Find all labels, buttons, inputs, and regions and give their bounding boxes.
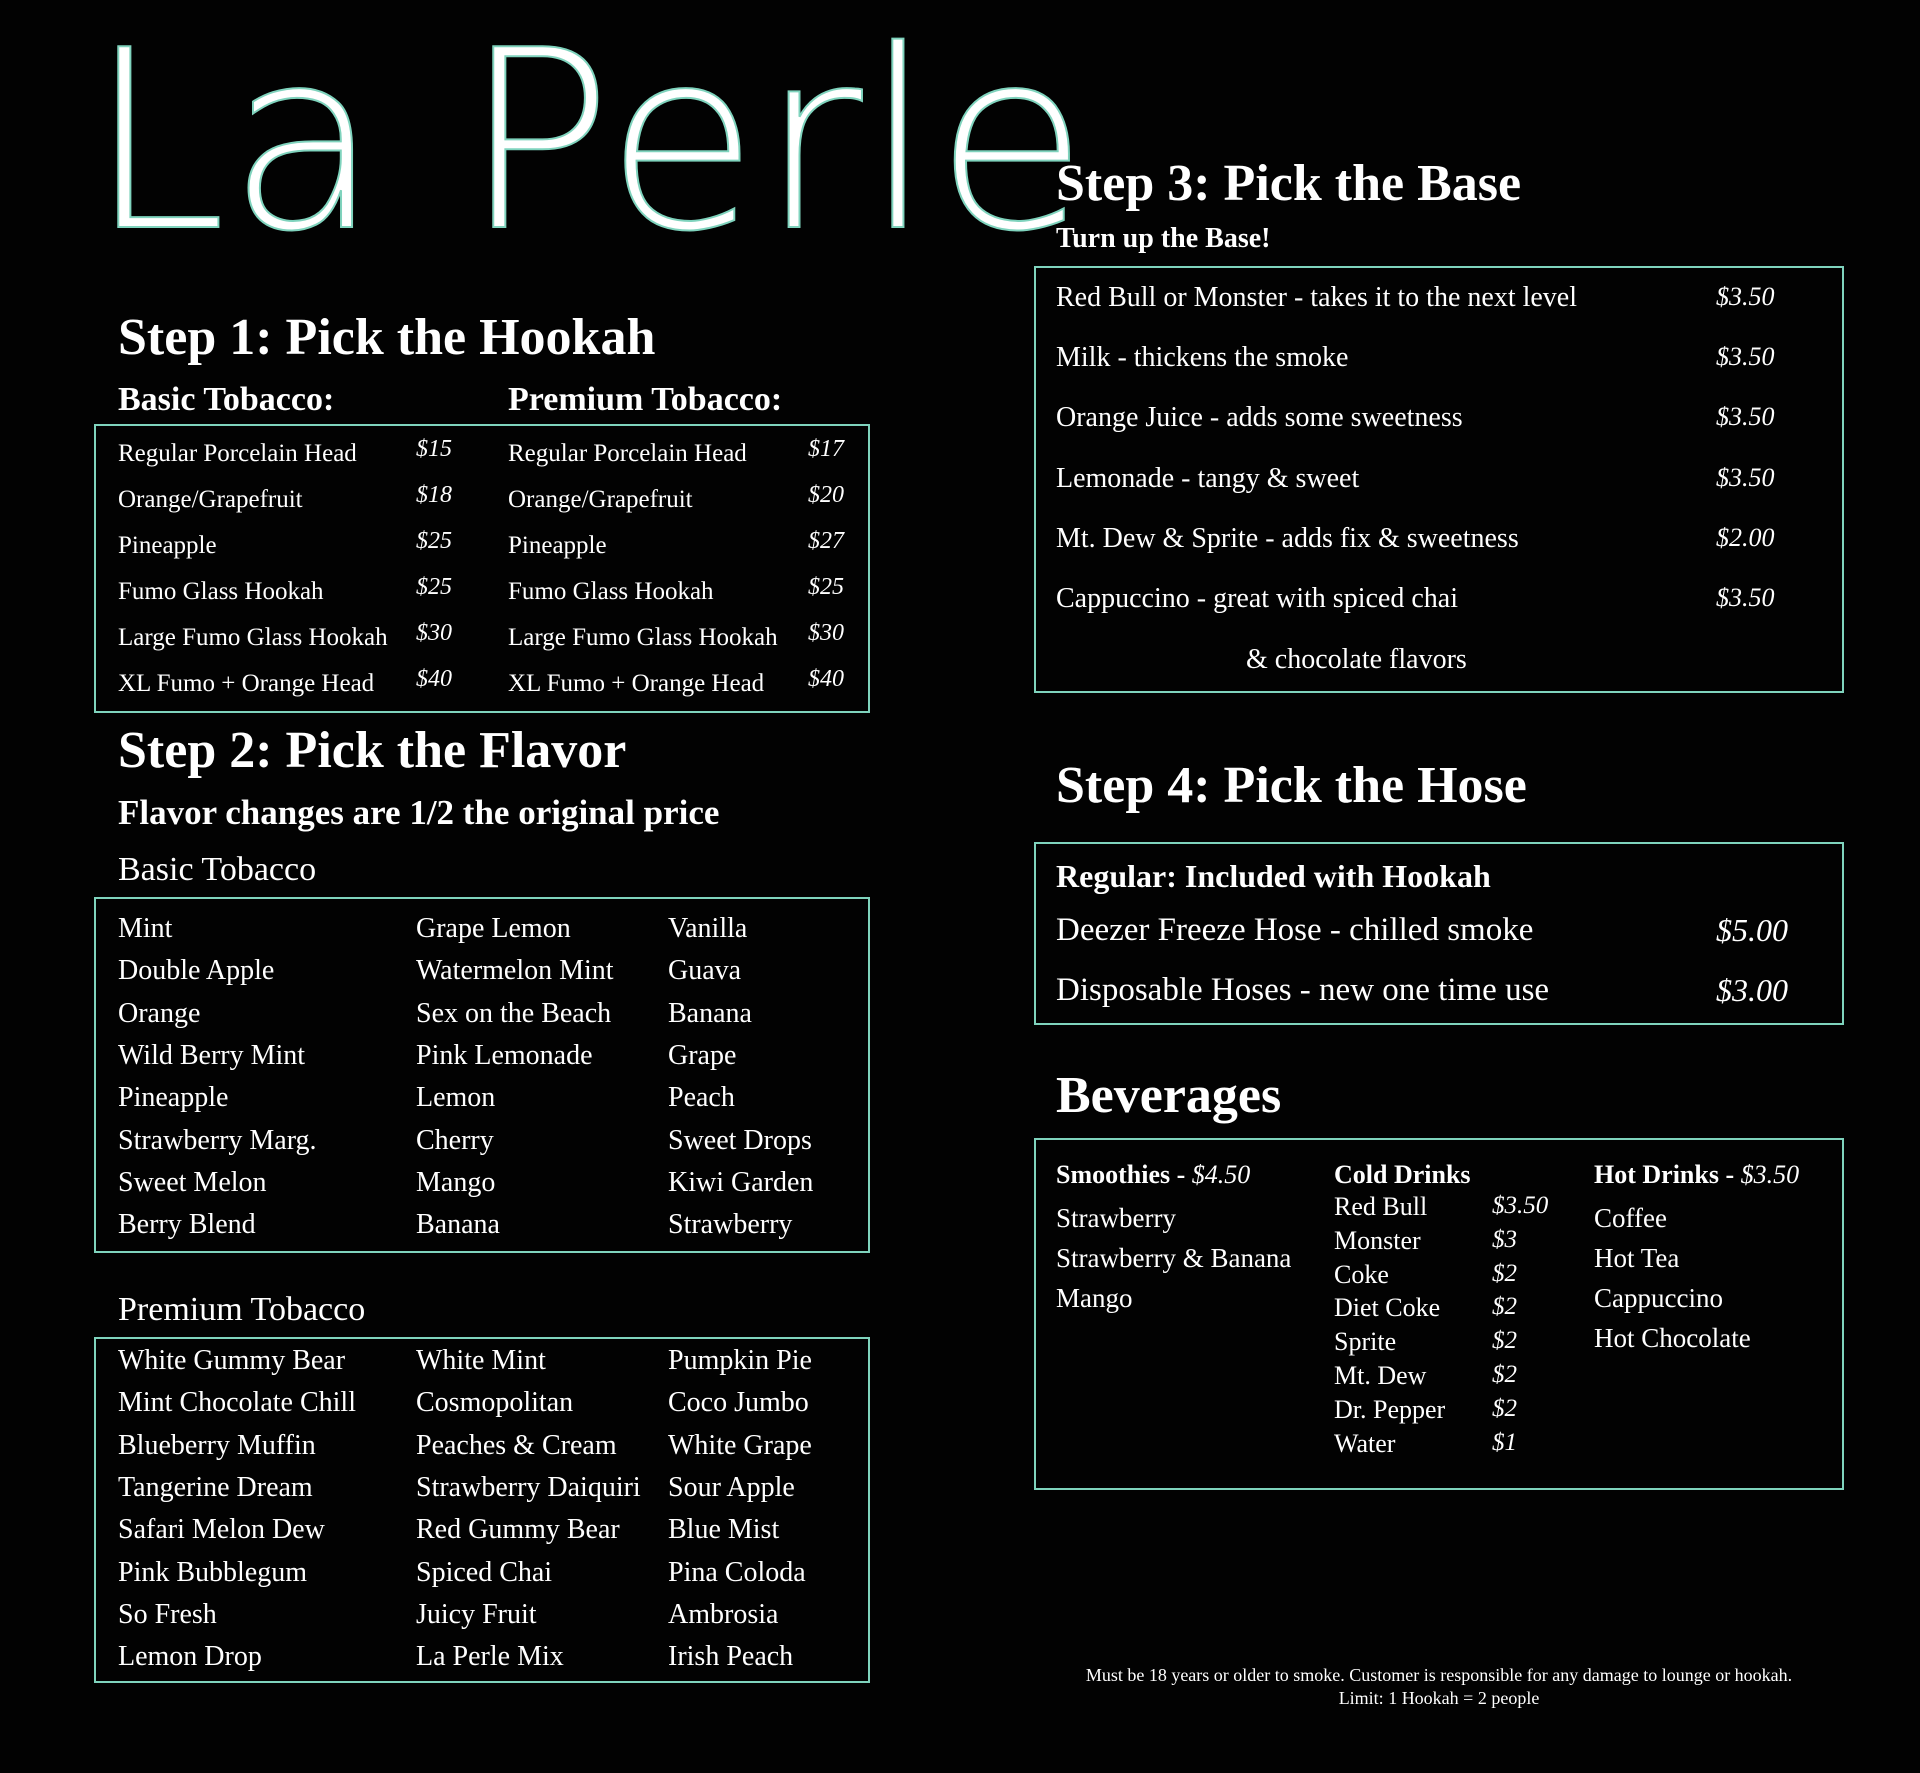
smoothies-list (1056, 1198, 1291, 1318)
cold-drink-price: $2 (1492, 1327, 1517, 1355)
flavor-premium-item: Red Gummy Bear (416, 1514, 620, 1546)
flavor-premium-item: Mint Chocolate Chill (118, 1387, 356, 1419)
smoothies-label: Smoothies - (1056, 1160, 1186, 1189)
flavor-basic-item: Wild Berry Mint (118, 1039, 306, 1071)
base-item-price: $3.50 (1716, 583, 1775, 612)
step1-basic-item-name: Fumo Glass Hookah (118, 578, 324, 605)
flavor-basic-item: Mint (118, 913, 173, 944)
hot-drink-item: Coffee (1594, 1203, 1667, 1233)
step1-premium-item-price: $25 (808, 574, 844, 600)
flavor-basic-item: Mango (416, 1166, 496, 1198)
flavor-premium-item: Sour Apple (668, 1471, 795, 1503)
step1-premium-label: Premium Tobacco: (508, 381, 783, 418)
flavor-basic-item: Guava (668, 955, 742, 987)
hose-item-name: Deezer Freeze Hose - chilled smoke (1056, 912, 1534, 948)
step1-basic-item-price: $40 (416, 666, 452, 692)
cold-drink-price: $2 (1492, 1293, 1517, 1321)
flavor-basic-item: Berry Blend (118, 1209, 256, 1241)
flavor-premium-item: Peaches & Cream (416, 1429, 617, 1461)
hot-drinks-list (1594, 1198, 1751, 1358)
step4-title: Step 4: Pick the Hose (1056, 757, 1527, 814)
base-item-name: Orange Juice - adds some sweetness (1056, 402, 1463, 434)
flavor-premium-item: La Perle Mix (416, 1641, 564, 1673)
flavor-premium-item: White Grape (668, 1429, 812, 1461)
flavor-premium-item: Safari Melon Dew (118, 1514, 325, 1546)
hose-item-name: Disposable Hoses - new one time use (1056, 972, 1550, 1008)
flavor-basic-item: Pineapple (118, 1082, 229, 1114)
step1-premium-item-price: $40 (808, 666, 844, 692)
flavor-basic-item: Banana (668, 997, 752, 1029)
flavor-basic-item: Double Apple (118, 955, 275, 987)
base-item-name: Lemonade - tangy & sweet (1056, 462, 1360, 494)
beverages-title: Beverages (1056, 1067, 1282, 1124)
flavor-basic-item: Cherry (416, 1124, 494, 1156)
flavor-basic-item: Strawberry Marg. (118, 1124, 317, 1156)
flavor-premium-item: Strawberry Daiquiri (416, 1471, 641, 1503)
cold-drinks-label: Cold Drinks (1334, 1160, 1471, 1189)
flavor-premium-item: Ambrosia (668, 1598, 779, 1630)
cold-drink-name: Red Bull (1334, 1192, 1428, 1221)
smoothie-item: Strawberry & Banana (1056, 1243, 1292, 1273)
hot-drinks-header (1594, 1160, 1799, 1190)
step3-title: Step 3: Pick the Base (1056, 155, 1522, 212)
step3-continuation: & chocolate flavors (1246, 644, 1467, 675)
flavor-basic-item: Orange (118, 997, 201, 1029)
step1-basic-item-name: Regular Porcelain Head (118, 440, 357, 467)
flavor-basic-item: Banana (416, 1209, 500, 1241)
cold-drink-name: Diet Coke (1334, 1293, 1441, 1323)
cold-drink-price: $2 (1492, 1361, 1517, 1388)
hose-item-price: $5.00 (1716, 912, 1788, 948)
flavor-premium-item: Spiced Chai (416, 1556, 553, 1588)
flavor-premium-item: Blueberry Muffin (118, 1429, 316, 1461)
flavor-basic-item: Kiwi Garden (668, 1166, 814, 1198)
smoothies-price: $4.50 (1191, 1160, 1251, 1189)
flavor-basic-item: Watermelon Mint (416, 955, 614, 987)
base-item-name: Mt. Dew & Sprite - adds fix & sweetness (1056, 522, 1519, 554)
hose-item-price: $3.00 (1716, 972, 1788, 1008)
step2-basic-box (94, 897, 870, 1253)
flavor-premium-item: Pink Bubblegum (118, 1556, 308, 1588)
cold-drink-name: Sprite (1334, 1327, 1397, 1357)
smoothie-item: Strawberry (1056, 1203, 1176, 1233)
step1-basic-item-name: XL Fumo + Orange Head (118, 670, 375, 697)
flavor-premium-item: Lemon Drop (118, 1641, 262, 1673)
step1-premium-item-name: Pineapple (508, 532, 607, 559)
flavor-premium-item: So Fresh (118, 1598, 217, 1630)
cold-drink-price: $2 (1492, 1259, 1517, 1287)
step1-premium-item-name: Regular Porcelain Head (508, 440, 747, 467)
footer-disclaimer (1034, 1664, 1844, 1711)
base-item-name: Cappuccino - great with spiced chai (1056, 583, 1458, 614)
flavor-premium-item: Pumpkin Pie (668, 1345, 812, 1376)
step3-box (1034, 266, 1844, 693)
cold-drink-price: $1 (1492, 1428, 1517, 1456)
flavor-premium-item: Blue Mist (668, 1514, 780, 1546)
flavor-basic-item: Sex on the Beach (416, 997, 612, 1029)
cold-drink-price: $3 (1492, 1225, 1517, 1253)
step1-basic-item-name: Pineapple (118, 532, 217, 559)
flavor-basic-item: Grape (668, 1039, 737, 1071)
step2-title: Step 2: Pick the Flavor (118, 722, 627, 779)
flavor-premium-item: White Gummy Bear (118, 1345, 346, 1376)
step1-premium-item-name: Orange/Grapefruit (508, 486, 693, 513)
flavor-basic-item: Sweet Melon (118, 1166, 267, 1198)
step1-premium-item-name: XL Fumo + Orange Head (508, 670, 765, 697)
base-item-name: Milk - thickens the smoke (1056, 342, 1349, 374)
step1-basic-item-price: $30 (416, 620, 452, 646)
hot-drinks-price: $3.50 (1740, 1160, 1800, 1189)
step1-premium-item-price: $17 (808, 436, 844, 462)
step4-regular: Regular: Included with Hookah (1056, 858, 1491, 894)
flavor-basic-item: Pink Lemonade (416, 1039, 593, 1071)
flavor-premium-item: Juicy Fruit (416, 1598, 537, 1630)
flavor-premium-item: Coco Jumbo (668, 1387, 809, 1419)
cold-drink-name: Dr. Pepper (1334, 1394, 1446, 1424)
base-item-name: Red Bull or Monster - takes it to the next level (1056, 282, 1578, 313)
hot-drink-item: Hot Chocolate (1594, 1323, 1751, 1353)
flavor-premium-item: Cosmopolitan (416, 1387, 574, 1419)
step1-price-box (94, 424, 870, 713)
flavor-basic-item: Strawberry (668, 1209, 793, 1241)
step1-title: Step 1: Pick the Hookah (118, 309, 656, 366)
cold-drink-name: Mt. Dew (1334, 1361, 1427, 1390)
base-item-price: $3.50 (1716, 282, 1775, 311)
step1-premium-item-price: $30 (808, 620, 844, 646)
step1-basic-item-price: $15 (416, 436, 452, 462)
flavor-premium-item: White Mint (416, 1345, 546, 1376)
step1-premium-item-price: $27 (808, 528, 844, 554)
smoothie-item: Mango (1056, 1283, 1133, 1313)
step1-basic-item-price: $25 (416, 528, 452, 554)
flavor-basic-item: Grape Lemon (416, 913, 571, 944)
hot-drinks-label: Hot Drinks - (1594, 1160, 1735, 1189)
step1-basic-item-name: Large Fumo Glass Hookah (118, 624, 388, 651)
cold-drink-name: Coke (1334, 1259, 1389, 1289)
flavor-basic-item: Sweet Drops (668, 1124, 812, 1156)
step1-basic-label: Basic Tobacco: (118, 381, 335, 418)
smoothies-header (1056, 1160, 1250, 1190)
cold-drink-price: $2 (1492, 1394, 1517, 1422)
flavor-premium-item: Irish Peach (668, 1641, 794, 1673)
step2-premium-label: Premium Tobacco (118, 1291, 366, 1328)
step1-premium-item-price: $20 (808, 482, 844, 508)
flavor-premium-item: Pina Coloda (668, 1556, 806, 1588)
step2-basic-label: Basic Tobacco (118, 851, 317, 888)
hot-drink-item: Cappuccino (1594, 1283, 1723, 1313)
step1-basic-item-price: $18 (416, 482, 452, 508)
step1-premium-item-name: Large Fumo Glass Hookah (508, 624, 778, 651)
base-item-price: $3.50 (1716, 402, 1775, 432)
step1-basic-item-price: $25 (416, 574, 452, 600)
base-item-price: $3.50 (1716, 462, 1775, 492)
step2-subtitle: Flavor changes are 1/2 the original price (118, 793, 720, 832)
step4-box (1034, 842, 1844, 1025)
cold-drink-name: Monster (1334, 1225, 1421, 1255)
beverages-box (1034, 1138, 1844, 1490)
step1-basic-item-name: Orange/Grapefruit (118, 486, 303, 513)
hot-drink-item: Hot Tea (1594, 1243, 1680, 1273)
cold-drink-name: Water (1334, 1428, 1396, 1458)
step2-premium-box (94, 1337, 870, 1683)
step1-premium-item-name: Fumo Glass Hookah (508, 578, 714, 605)
footer-line-1: Must be 18 years or older to smoke. Customer is responsible for any damage to lounge or hookah. (1085, 1665, 1793, 1685)
base-item-price: $3.50 (1716, 342, 1775, 372)
flavor-basic-item: Vanilla (668, 913, 748, 944)
flavor-basic-item: Peach (668, 1082, 735, 1114)
step3-subtitle: Turn up the Base! (1056, 223, 1271, 254)
cold-drink-price: $3.50 (1492, 1192, 1549, 1219)
base-item-price: $2.00 (1716, 522, 1775, 552)
brand-logo: La Perle (88, 0, 1090, 286)
flavor-basic-item: Lemon (416, 1082, 496, 1114)
cold-drinks-header (1334, 1160, 1471, 1190)
footer-line-2: Limit: 1 Hookah = 2 people (1338, 1688, 1540, 1709)
flavor-premium-item: Tangerine Dream (118, 1471, 313, 1503)
